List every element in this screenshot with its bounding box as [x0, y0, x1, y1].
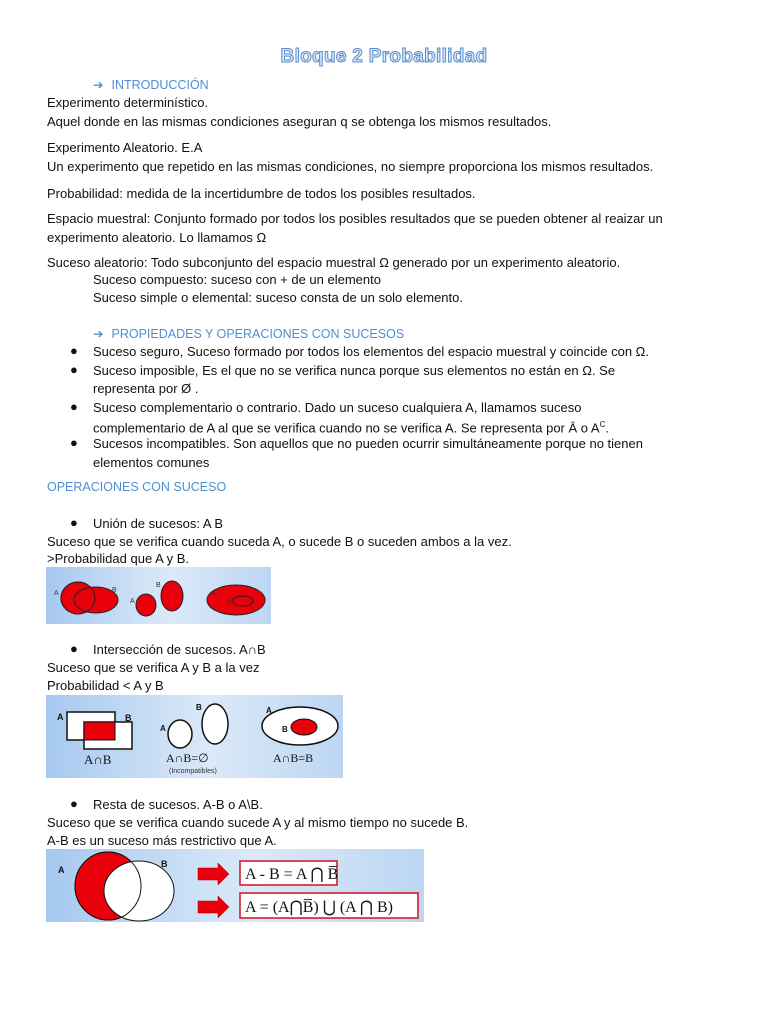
inter-label-b2: B	[196, 703, 202, 712]
resta-note: A-B es un suceso más restrictivo que A.	[47, 833, 277, 848]
intersection-venn-svg	[46, 695, 343, 778]
union-venn-figure	[46, 567, 271, 624]
incompatibles-line-2: elementos comunes	[93, 455, 210, 470]
inter-caption-3: A∩B=B	[273, 751, 314, 765]
intersection-venn-figure	[46, 695, 343, 778]
arrow-right-icon	[198, 863, 229, 885]
union-label-b2: B	[156, 582, 161, 589]
bullet-icon: ●	[70, 435, 78, 450]
bullet-icon: ●	[70, 343, 78, 358]
section-heading-propiedades	[93, 325, 404, 343]
imposible-line-1: Suceso imposible, Es el que no se verifica nunca porque sus elementos no están en Ω. Se	[93, 363, 616, 378]
bullet-icon: ●	[70, 641, 78, 656]
union-venn-svg	[46, 567, 271, 624]
incompatibles-line-1: Sucesos incompatibles. Son aquellos que no pueden ocurrir simultáneamente porque no tienen	[93, 436, 643, 451]
union-desc: Suceso que se verifica cuando suceda A, o sucede B o suceden ambos a la vez.	[47, 534, 512, 549]
bullet-icon: ●	[70, 796, 78, 811]
espacio-line-2: experimento aleatorio. Lo llamamos Ω	[47, 230, 267, 245]
bullet-icon: ●	[70, 399, 78, 414]
section-heading-operaciones: OPERACIONES CON SUCESO	[47, 480, 227, 494]
inter-caption-2-sub: (Incompatibles)	[169, 768, 217, 775]
simple-def: Suceso simple o elemental: suceso consta de un solo elemento.	[93, 290, 463, 305]
inter-title: Intersección de sucesos. A∩B	[93, 642, 266, 657]
inter-label-b3: B	[282, 725, 288, 734]
union-label-a2: A	[130, 598, 135, 605]
heading-text: PROPIEDADES Y OPERACIONES CON SUCESOS	[111, 327, 405, 341]
inter-prob: Probabilidad < A y B	[47, 678, 164, 693]
inter-label-b: B	[125, 713, 132, 723]
bullet-icon: ●	[70, 362, 78, 377]
union-label-a3: A	[211, 590, 216, 597]
alea-desc: Un experimento que repetido en las mismas condiciones, no siempre proporciona los mismos resultados.	[47, 159, 654, 174]
resta-label-b: B	[161, 859, 168, 869]
heading-text: INTRODUCCIÓN	[111, 78, 209, 92]
inter-caption-2: A∩B=∅	[166, 751, 209, 765]
resta-label-a: A	[58, 865, 65, 875]
espacio-line-1: Espacio muestral: Conjunto formado por todos los posibles resultados que se pueden obtener al reaizar un	[47, 211, 663, 226]
det-title: Experimento determinístico.	[47, 95, 209, 110]
union-prob: >Probabilidad que A y B.	[47, 551, 190, 566]
compuesto-def: Suceso compuesto: suceso con + de un elemento	[93, 272, 381, 287]
union-label-b3: B	[227, 599, 232, 606]
resta-title: Resta de sucesos. A-B o A\B.	[93, 797, 263, 812]
complement-superscript: C	[599, 420, 606, 429]
arrow-right-icon: ➔	[93, 327, 104, 341]
formula-1: A - B = A ⋂ B̅	[245, 866, 339, 883]
inter-label-a2: A	[160, 724, 166, 733]
complementario-end: .	[605, 420, 609, 436]
union-title: Unión de sucesos: A B	[93, 516, 224, 531]
prob-def: Probabilidad: medida de la incertidumbre de todos los posibles resultados.	[47, 186, 476, 201]
alea-title: Experimento Aleatorio. E.A	[47, 140, 203, 155]
section-heading-introduccion	[93, 76, 209, 94]
union-label-a: A	[54, 590, 59, 597]
difference-venn-figure	[46, 849, 424, 922]
inter-desc: Suceso que se verifica A y B a la vez	[47, 660, 260, 675]
inter-caption-1: A∩B	[84, 752, 112, 767]
inter-label-a3: A	[266, 706, 272, 715]
suceso-def: Suceso aleatorio: Todo subconjunto del espacio muestral Ω generado por un experimento aleatorio.	[47, 255, 621, 270]
arrow-right-icon	[198, 896, 229, 918]
difference-venn-svg	[46, 849, 424, 922]
complementario-text: complementario de A al que se verifica cuando no se verifica A. Se representa por Ā o A	[93, 420, 600, 436]
formula-2: A = (A⋂B̅) ⋃ (A ⋂ B)	[245, 899, 393, 916]
arrow-right-icon: ➔	[93, 78, 104, 92]
det-desc: Aquel donde en las mismas condiciones aseguran q se obtenga los mismos resultados.	[47, 114, 552, 129]
union-label-b: B	[112, 587, 117, 594]
seguro-text: Suceso seguro, Suceso formado por todos los elementos del espacio muestral y coincide con Ω.	[93, 344, 650, 359]
document-title: Bloque 2 Probabilidad	[280, 46, 488, 67]
inter-label-a: A	[57, 712, 64, 722]
resta-desc: Suceso que se verifica cuando sucede A y al mismo tiempo no sucede B.	[47, 815, 469, 830]
complementario-line-1: Suceso complementario o contrario. Dado un suceso cualquiera A, llamamos suceso	[93, 400, 582, 415]
bullet-icon: ●	[70, 515, 78, 530]
imposible-line-2: representa por Ø .	[93, 381, 199, 396]
